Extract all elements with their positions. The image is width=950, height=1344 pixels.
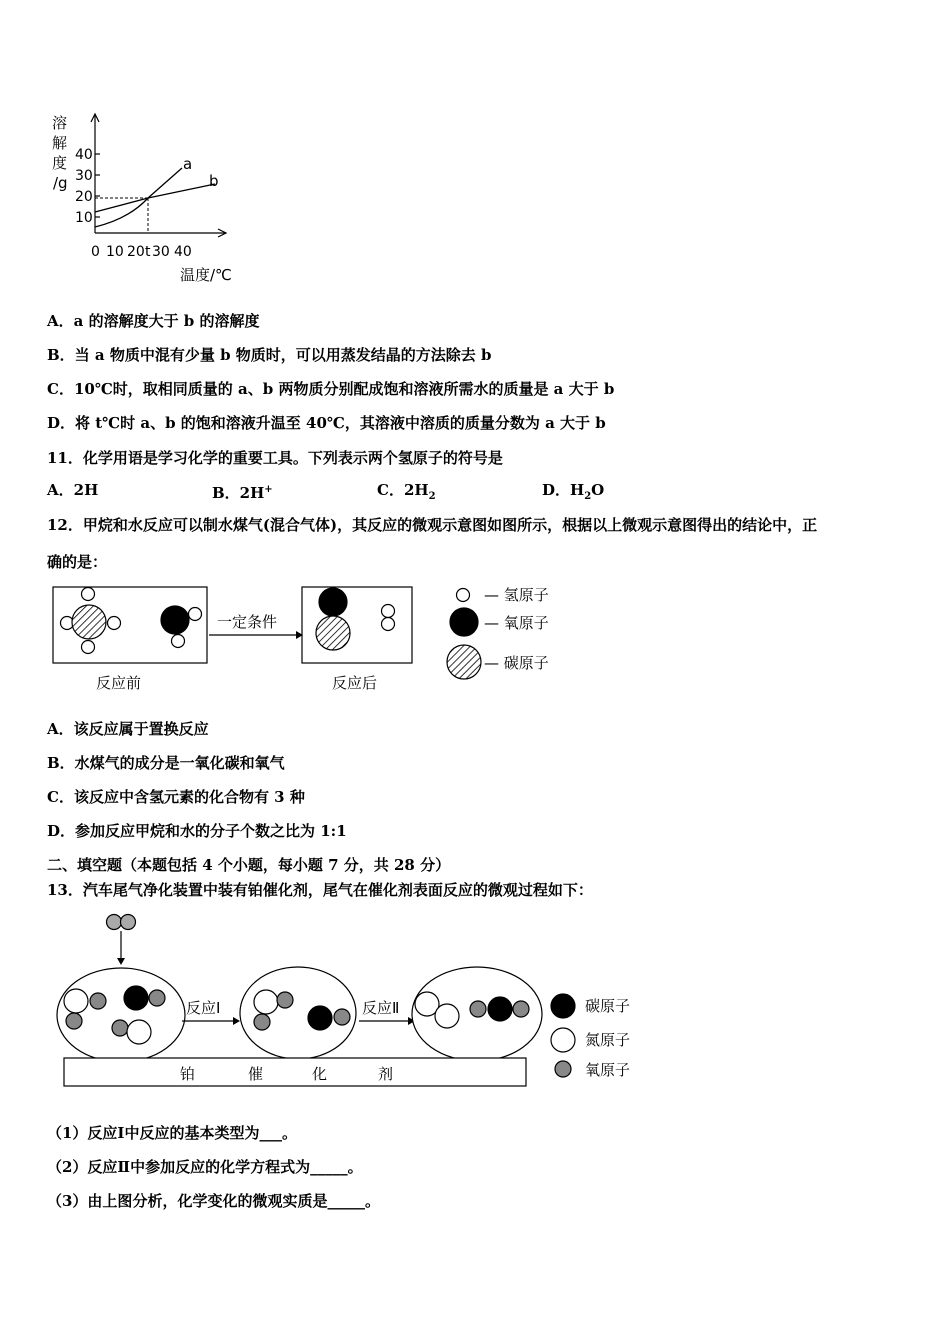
methane-molecule [61, 588, 121, 654]
y-tick-label: 40 [75, 147, 93, 163]
catalyst-char: 化 [312, 1065, 328, 1083]
q13-stem: 13．汽车尾气净化装置中装有铂催化剂，尾气在催化剂表面反应的微观过程如下： [47, 881, 593, 899]
q13-sub1: （1）反应Ⅰ中反应的基本类型为___。 [47, 1124, 297, 1142]
q11-option-d-text: D．H [542, 481, 585, 499]
before-label: 反应前 [96, 674, 142, 692]
q13-legend [551, 994, 575, 1077]
arrow-reaction-1-head [233, 1017, 240, 1025]
q11-option-b-text: B．2H [212, 484, 265, 502]
q12-option-d: D．参加反应甲烷和水的分子个数之比为 1:1 [47, 822, 347, 840]
reaction-2-label: 反应Ⅱ [362, 999, 400, 1017]
after-label: 反应后 [332, 674, 378, 692]
legend-oxygen: — 氧原子 [484, 614, 549, 632]
y-label-char: /g [53, 174, 68, 192]
curve-a-label: a [183, 155, 193, 173]
reaction-1-label: 反应Ⅰ [186, 999, 221, 1017]
q12-stem-line2: 确的是： [47, 553, 108, 571]
x-tick-label: 40 [174, 244, 192, 260]
x-tick-label: t [145, 244, 151, 260]
q13-catalyst-diagram [50, 905, 650, 1095]
catalyst-char: 剂 [378, 1065, 394, 1083]
water-molecule [161, 606, 202, 648]
x-tick-label: 30 [152, 244, 170, 260]
q12-option-a: A．该反应属于置换反应 [47, 720, 209, 738]
incoming-n2-molecule [107, 915, 136, 930]
section-heading: 二、填空题（本题包括 4 个小题，每小题 7 分，共 28 分） [47, 856, 451, 874]
q10-option-a: A．a 的溶解度大于 b 的溶解度 [47, 312, 260, 330]
q11-option-b-sup: + [264, 484, 273, 495]
y-tick-label: 30 [75, 168, 93, 184]
down-arrow-head [117, 958, 125, 965]
x-axis-label: 温度/℃ [180, 266, 232, 284]
graph-axes [91, 114, 226, 237]
intersection-dashes [95, 198, 148, 233]
legend-oxygen: 氧原子 [585, 1061, 631, 1079]
oxygen-atom-icon [555, 1061, 571, 1077]
carbon-atom-icon [447, 645, 481, 679]
q13-sub3: （3）由上图分析，化学变化的微观实质是_____。 [47, 1192, 380, 1210]
x-tick-label: 0 [91, 244, 100, 260]
y-label-char: 解 [52, 134, 68, 152]
catalyst-bar [64, 1058, 526, 1086]
q11-option-c [377, 480, 436, 507]
y-label-char: 溶 [52, 114, 68, 132]
q11-option-c-text: C．2H [377, 481, 429, 499]
y-tick-label: 20 [75, 189, 93, 205]
q11-option-c-sub: 2 [428, 491, 436, 502]
x-tick-label: 20 [127, 244, 145, 260]
curve-b-label: b [209, 172, 219, 190]
q12-option-b: B．水煤气的成分是一氧化碳和氧气 [47, 754, 285, 772]
curve-a [95, 168, 182, 227]
x-tick-label: 10 [106, 244, 124, 260]
q10-option-d: D．将 t℃时 a、b 的饱和溶液升温至 40℃，其溶液中溶质的质量分数为 a 大于 b [47, 414, 606, 432]
q12-stem-line1: 12．甲烷和水反应可以制水煤气(混合气体)，其反应的微观示意图如图所示，根据以上微观示意图得出的结论中，正 [47, 516, 818, 534]
y-tick-label: 10 [75, 210, 93, 226]
carbon-atom-icon [551, 994, 575, 1018]
q12-reaction-diagram [48, 580, 588, 700]
legend-carbon: — 碳原子 [484, 654, 549, 672]
q11-option-a: A．2H [47, 481, 99, 499]
q11-stem: 11．化学用语是学习化学的重要工具。下列表示两个氢原子的符号是 [47, 449, 503, 467]
y-label-char: 度 [52, 154, 68, 172]
q13-sub2: （2）反应Ⅱ中参加反应的化学方程式为_____。 [47, 1158, 363, 1176]
q11-option-d [542, 480, 604, 507]
q12-option-c: C．该反应中含氢元素的化合物有 3 种 [47, 788, 305, 806]
catalyst-char: 铂 [180, 1065, 196, 1083]
catalyst-char: 催 [248, 1065, 264, 1083]
nitrogen-atom-icon [551, 1028, 575, 1052]
q12-legend [447, 589, 481, 680]
q11-option-d-sub: 2 [584, 491, 592, 502]
q10-option-b: B．当 a 物质中混有少量 b 物质时，可以用蒸发结晶的方法除去 b [47, 346, 492, 364]
hydrogen-atom-icon [457, 589, 470, 602]
solubility-graph [40, 108, 260, 290]
legend-carbon: 碳原子 [585, 997, 631, 1015]
legend-nitrogen: 氮原子 [585, 1031, 631, 1049]
q11-option-d-suffix: O [591, 481, 605, 499]
products [316, 588, 395, 650]
arrow-label: 一定条件 [217, 613, 278, 631]
legend-hydrogen: — 氢原子 [484, 586, 549, 604]
oxygen-atom-icon [450, 608, 478, 636]
q10-option-c: C．10℃时，取相同质量的 a、b 两物质分别配成饱和溶液所需水的质量是 a 大于 b [47, 380, 615, 398]
q11-option-b [212, 480, 273, 503]
